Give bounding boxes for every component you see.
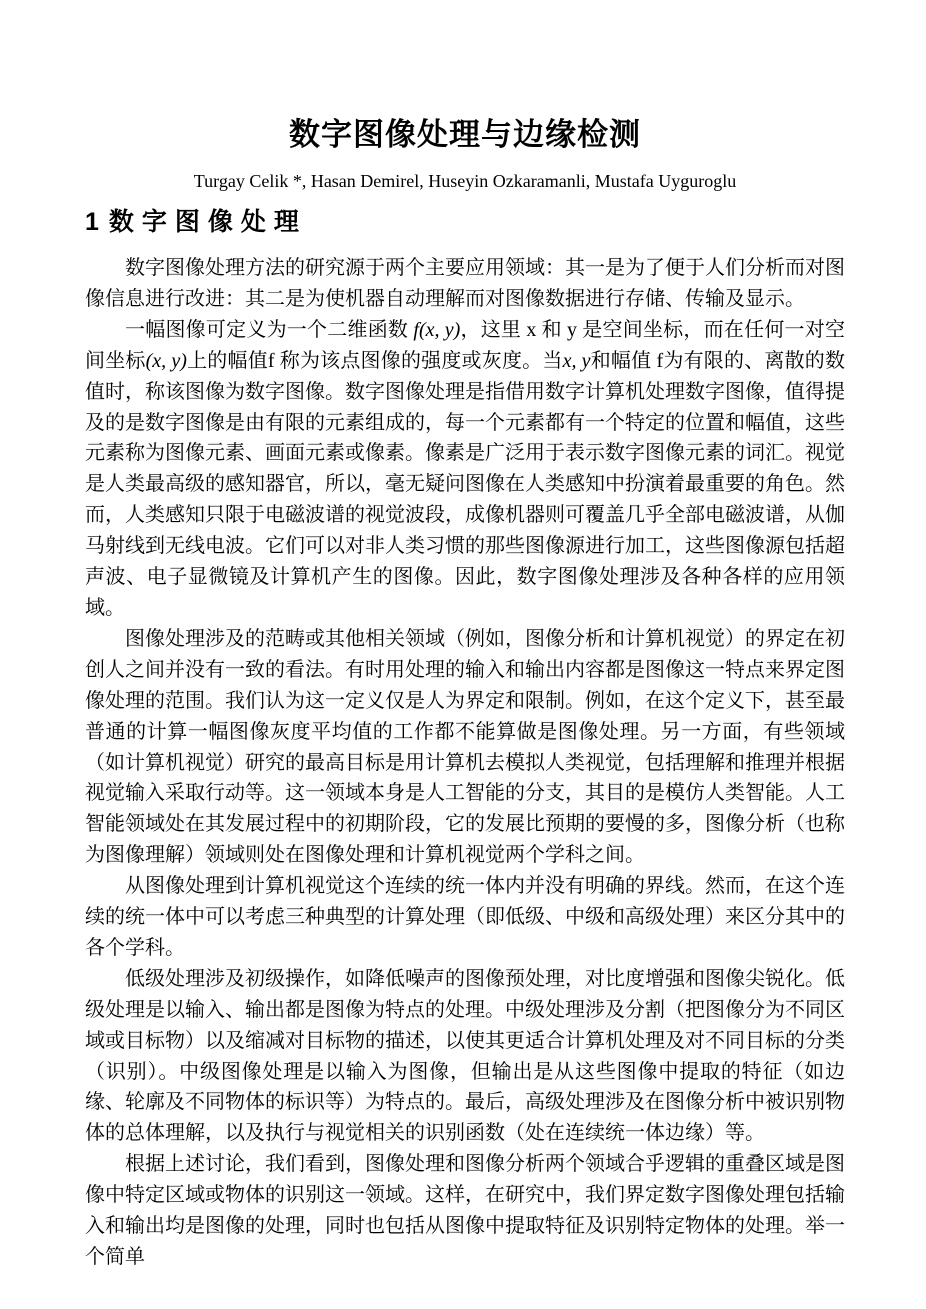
body-paragraph — [85, 624, 845, 871]
body-paragraph — [85, 1149, 845, 1273]
math-inline: x, y — [562, 349, 591, 372]
text-run: 低级处理涉及初级操作，如降低噪声的图像预处理，对比度增强和图像尖锐化。低级处理是以输入、输出都是图像为特点的处理。中级处理涉及分割（把图像分为不同区域或目标物）以及缩减对目标物的描述，以使其更适合计算机处理及对不同目标的分类（识别）。中级图像处理是以输入为图像，但输出是从这些图像中提取的特征（如边缘、轮廓及不同物体的标识等）为特点的。最后，高级处理涉及在图像分析中被识别物体的总体理解，以及执行与视觉相关的识别函数（处在连续统一体边缘）等。 — [85, 967, 845, 1145]
math-inline: (x, y) — [145, 349, 187, 372]
body-paragraph — [85, 964, 845, 1149]
math-inline: f(x, y) — [413, 318, 461, 341]
text-run: 一幅图像可定义为一个二维函数 — [125, 318, 414, 341]
paragraphs — [85, 253, 845, 1273]
section-title: 数字图像处理 — [108, 208, 307, 236]
page-title: 数字图像处理与边缘检测 — [289, 117, 641, 152]
body-paragraph — [85, 253, 845, 315]
authors-line: Turgay Celik *, Hasan Demirel, Huseyin Ozkaramanli, Mustafa Uyguroglu — [193, 171, 737, 191]
text-run: 数字图像处理方法的研究源于两个主要应用领域：其一是为了便于人们分析而对图像信息进行改进：其二是为使机器自动理解而对图像数据进行存储、传输及显示。 — [85, 257, 845, 310]
document-content — [85, 0, 845, 1273]
section-number: 1 — [85, 208, 99, 236]
text-run: 上的幅值f 称为该点图像的强度或灰度。当 — [186, 349, 563, 372]
text-run: 图像处理涉及的范畴或其他相关领域（例如，图像分析和计算机视觉）的界定在初创人之间并没有一致的看法。有时用处理的输入和输出内容都是图像这一特点来界定图像处理的范围。我们认为这一定义仅是人为界定和限制。例如，在这个定义下，甚至最普通的计算一幅图像灰度平均值的工作都不能算做是图像处理。另一方面，有些领域（如计算机视觉）研究的最高目标是用计算机去模拟人类视觉，包括理解和推理并根据视觉输入采取行动等。这一领域本身是人工智能的分支，其目的是模仿人类智能。人工智能领域处在其发展过程中的初期阶段，它的发展比预期的要慢的多，图像分析（也称为图像理解）领域则处在图像处理和计算机视觉两个学科之间。 — [85, 627, 845, 867]
body-paragraph — [85, 871, 845, 964]
text-run: 从图像处理到计算机视觉这个连续的统一体内并没有明确的界线。然而，在这个连续的统一体中可以考虑三种典型的计算处理（即低级、中级和高级处理）来区分其中的各个学科。 — [85, 875, 845, 959]
body-paragraph — [85, 315, 845, 624]
text-run: 根据上述讨论，我们看到，图像处理和图像分析两个领域合乎逻辑的重叠区域是图像中特定区域或物体的识别这一领域。这样，在研究中，我们界定数字图像处理包括输入和输出均是图像的处理，同时也包括从图像中提取特征及识别特定物体的处理。举一个简单 — [85, 1153, 845, 1268]
text-run: ，这里 x 和 y 是空间坐标，而在任何一对空间坐标 — [85, 318, 845, 372]
section-heading — [85, 204, 845, 240]
text-run: 和幅值 f为有限的、离散的数值时，称该图像为数字图像。数字图像处理是指借用数字计算机处理数字图像，值得提及的是数字图像是由有限的元素组成的，每一个元素都有一个特定的位置和幅值，这些元素称为图像元素、画面元素或像素。像素是广泛用于表示数字图像元素的词汇。视觉是人类最高级的感知器官，所以，毫无疑问图像在人类感知中扮演着最重要的角色。然而，人类感知只限于电磁波谱的视觉波段，成像机器则可覆盖几乎全部电磁波谱，从伽马射线到无线电波。它们可以对非人类习惯的那些图像源进行加工，这些图像源包括超声波、电子显微镜及计算机产生的图像。因此，数字图像处理涉及各种各样的应用领域。 — [85, 349, 845, 619]
